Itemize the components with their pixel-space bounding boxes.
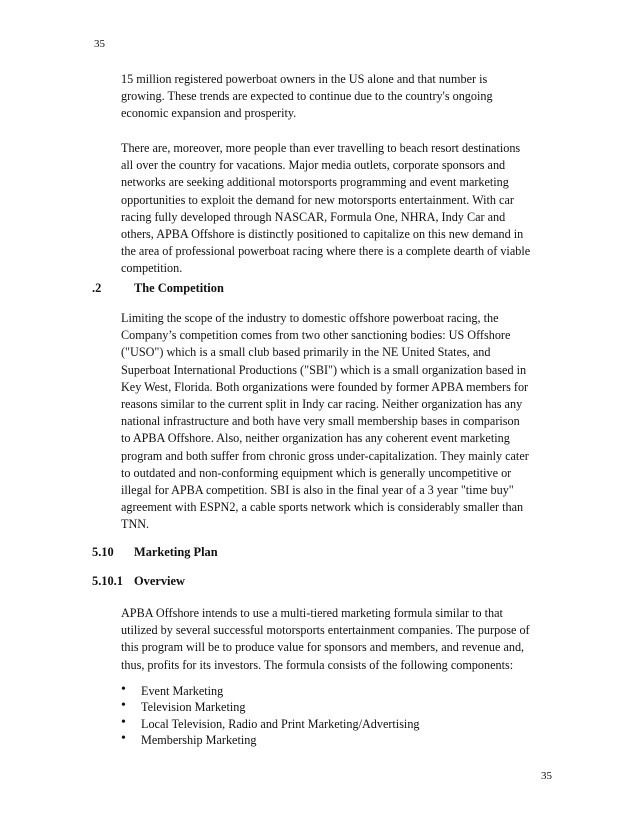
list-item-label: Local Television, Radio and Print Marketing/Advertising [141, 716, 420, 731]
paragraph-beach-resort-demand: There are, moreover, more people than ever travelling to beach resort destinations all over the country for vacations. Major media outlets, corporate sponsors and networks are seeking additional motorsports programming and event marketing opportunities to exploit the demand for new motorsports entertainment. With car racing fully developed through NASCAR, Formula One, NHRA, Indy Car and others, APBA Offshore is distinctly positioned to capitalize on this new demand in the area of professional powerboat racing where there is a complete dearth of viable competition. [121, 141, 531, 276]
bullet-icon: • [121, 698, 126, 714]
paragraph-competition: Limiting the scope of the industry to domestic offshore powerboat racing, the Company’s competition comes from two other sanctioning bodies: US Offshore ("USO") which is a small club based primarily in the NE United States, and Superboat International Productions ("SBI") which is a small organization based in Key West, Florida. Both organizations were founded by former APBA members for reasons similar to the current split in Indy car racing. Neither organization has any national infrastructure and both have very small membership bases in comparison to APBA Offshore. Also, neither organization has any coherent event marketing program and both suffer from chronic gross under-capitalization. They mainly cater to outdated and non-conforming equipment which is generally uncompetitive or illegal for APBA competition. SBI is also in the final year of a 3 year "time buy" agreement with ESPN2, a cable sports network which is considerably smaller than TNN. [121, 311, 529, 532]
list-item-label: Television Marketing [141, 700, 246, 715]
bullet-icon: • [121, 731, 126, 747]
heading-competition-number: .2 [92, 281, 102, 295]
heading-overview-title: Overview [134, 574, 185, 588]
heading-competition-title: The Competition [134, 281, 224, 295]
header-page-number: 35 [94, 38, 105, 50]
heading-competition [92, 281, 224, 296]
bullet-icon: • [121, 714, 126, 730]
heading-marketing-plan-number: 5.10 [92, 545, 114, 559]
heading-marketing-plan-title: Marketing Plan [134, 545, 218, 559]
list-item-label: Membership Marketing [141, 733, 257, 748]
list-item [121, 683, 420, 699]
heading-overview-number: 5.10.1 [92, 574, 123, 588]
paragraph-market-growth: 15 million registered powerboat owners in the US alone and that number is growing. These trends are expected to continue due to the country's ongoing economic expansion and prosperity. [121, 72, 493, 121]
bullet-icon: • [121, 682, 126, 697]
marketing-components-list [121, 683, 420, 749]
footer-page-number: 35 [541, 770, 552, 782]
paragraph-overview: APBA Offshore intends to use a multi-tiered marketing formula similar to that utilized by several successful motorsports entertainment companies. The purpose of this program will be to produce value for sponsors and members, and revenue and, thus, profits for its investors. The formula consists of the following components: [121, 606, 530, 672]
list-item [121, 699, 420, 715]
list-item [121, 716, 420, 732]
list-item [121, 732, 420, 748]
heading-marketing-plan [92, 545, 218, 560]
heading-overview [92, 574, 185, 589]
list-item-label: Event Marketing [141, 684, 224, 698]
